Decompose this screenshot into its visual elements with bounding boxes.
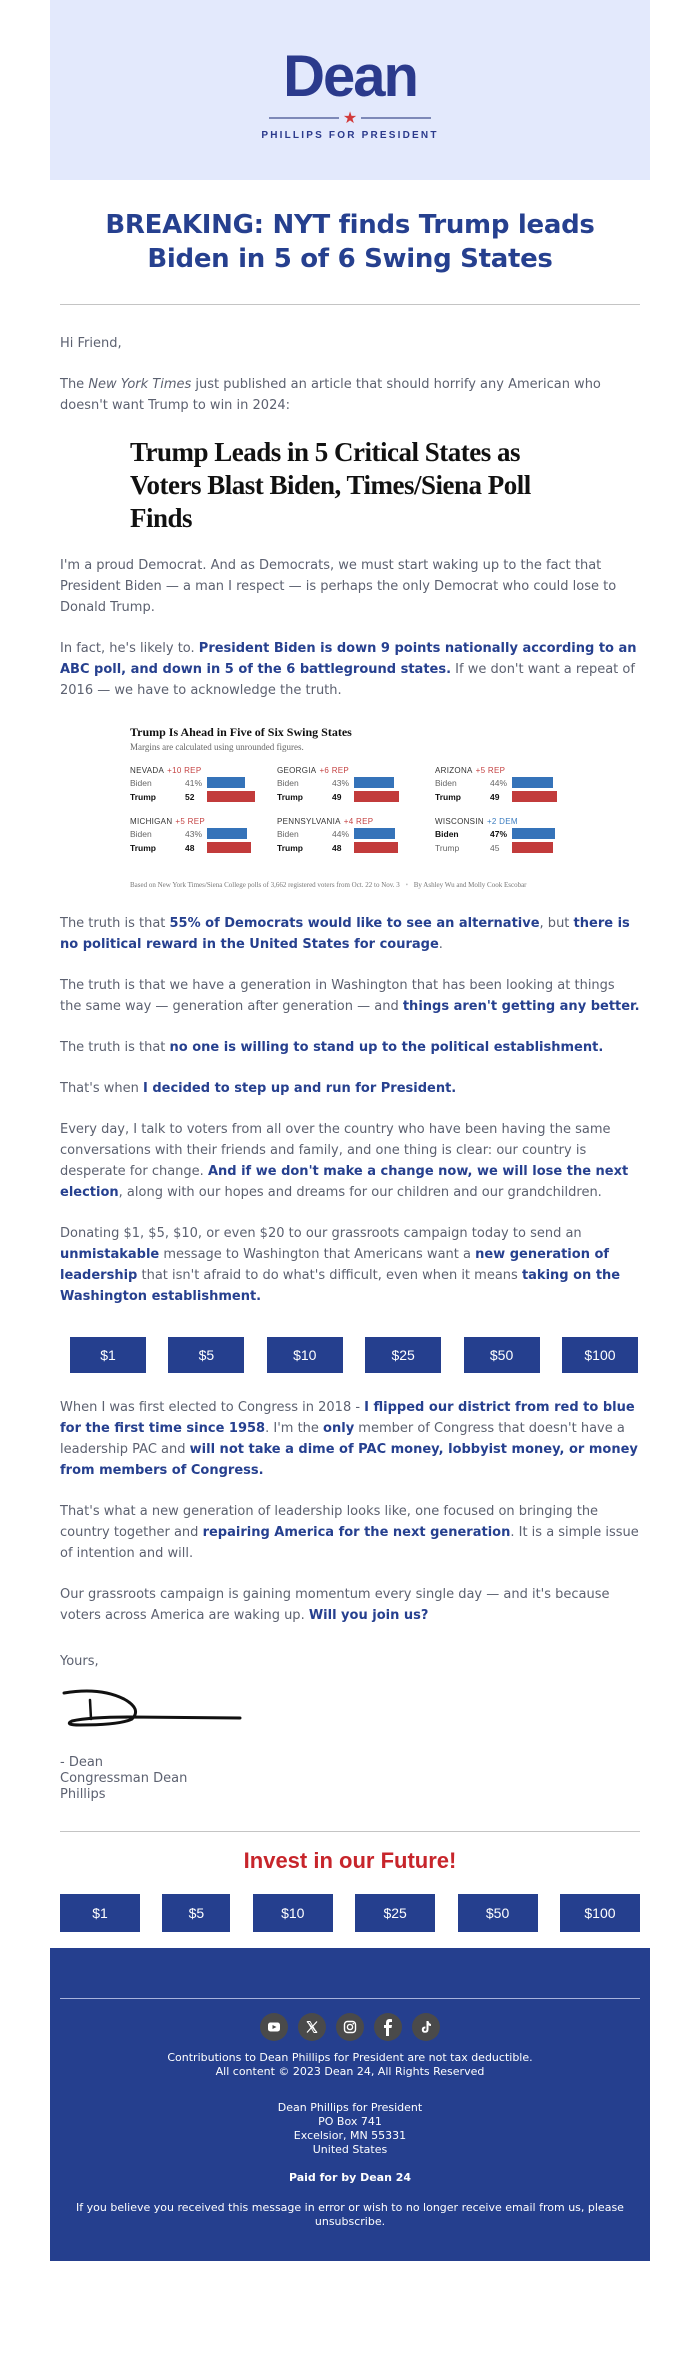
source-text: Based on New York Times/Siena College polls of 3,662 registered voters from Oct. 22 to Nov. 3 bbox=[130, 881, 400, 889]
mailing-address bbox=[60, 2101, 640, 2157]
email-container bbox=[50, 0, 650, 2261]
address-line: Excelsior, MN 55331 bbox=[293, 2129, 407, 2142]
state-label: MICHIGAN bbox=[130, 817, 173, 826]
candidate-name: Trump bbox=[130, 791, 156, 802]
state-grid bbox=[130, 766, 570, 854]
state-name bbox=[435, 817, 575, 826]
biden-row bbox=[435, 776, 575, 789]
text: , but bbox=[539, 916, 574, 931]
paragraph-donate-ask bbox=[60, 1223, 640, 1307]
state-label: GEORGIA bbox=[277, 766, 317, 775]
logo-divider bbox=[269, 107, 431, 127]
logo-line-right bbox=[361, 117, 431, 119]
text: member of Congress that doesn't have a leadership PAC and bbox=[60, 1421, 625, 1457]
email-header bbox=[50, 0, 650, 180]
text: That's what a new generation of leadership looks like, one focused on bringing the country together and bbox=[60, 1504, 599, 1540]
candidate-name: Biden bbox=[130, 777, 152, 788]
state-name bbox=[277, 817, 435, 826]
swing-state-chart bbox=[60, 721, 640, 913]
candidate-value: 48 bbox=[332, 842, 342, 853]
facebook-icon[interactable] bbox=[374, 2013, 402, 2041]
text: That's when bbox=[60, 1081, 143, 1096]
trump-row bbox=[130, 841, 277, 854]
state-label: NEVADA bbox=[130, 766, 165, 775]
candidate-value: 41% bbox=[185, 777, 203, 788]
biden-row bbox=[435, 827, 575, 840]
text: If we don't want a repeat of 2016 — we have to acknowledge the truth. bbox=[60, 662, 635, 698]
byline: By Ashley Wu and Molly Cook Escobar bbox=[413, 881, 527, 889]
emphasis: only bbox=[323, 1421, 355, 1436]
sign-off: Yours, bbox=[60, 1654, 99, 1669]
unsubscribe-link[interactable]: If you believe you received this message in error or wish to no longer receive email from us, please unsubscribe. bbox=[76, 2201, 624, 2228]
email-headline: BREAKING: NYT finds Trump leads Biden in 5 of 6 Swing States bbox=[105, 210, 595, 274]
state-cell-nevada bbox=[130, 766, 277, 803]
donate-25-button[interactable]: $25 bbox=[355, 1894, 435, 1932]
emphasis: new generation of leadership bbox=[60, 1247, 610, 1283]
emphasis: President Biden is down 9 points nationally according to an ABC poll, and down in 5 of the 6 battleground states. bbox=[60, 641, 637, 677]
address-line: United States bbox=[312, 2143, 388, 2156]
youtube-icon[interactable] bbox=[260, 2013, 288, 2041]
paragraph-congress bbox=[60, 1397, 640, 1481]
trump-row bbox=[435, 841, 575, 854]
candidate-name: Biden bbox=[277, 777, 299, 788]
paragraph-decided bbox=[60, 1078, 640, 1099]
donate-10-button[interactable]: $10 bbox=[267, 1337, 343, 1373]
copyright: All content © 2023 Dean 24, All Rights Reserved bbox=[215, 2065, 485, 2078]
chart-title: Trump Is Ahead in Five of Six Swing States bbox=[130, 725, 352, 739]
emphasis: 55% of Democrats would like to see an alternative bbox=[169, 916, 540, 931]
text: . I'm the bbox=[265, 1421, 324, 1436]
biden-row bbox=[130, 776, 277, 789]
address-line: Dean Phillips for President bbox=[277, 2101, 423, 2114]
biden-bar bbox=[207, 777, 245, 788]
text: The truth is that bbox=[60, 1040, 170, 1055]
text: In fact, he's likely to. bbox=[60, 641, 199, 656]
trump-row bbox=[130, 790, 277, 803]
text: , along with our hopes and dreams for our children and our grandchildren. bbox=[118, 1185, 602, 1200]
candidate-name: Trump bbox=[277, 842, 303, 853]
candidate-name: Biden bbox=[435, 828, 459, 839]
paragraph-proud-democrat: I'm a proud Democrat. And as Democrats, we must start waking up to the fact that President Biden — a man I respect — is perhaps the only Democrat who could lose to Donald Trump. bbox=[60, 558, 617, 615]
donate-100-button[interactable]: $100 bbox=[560, 1894, 640, 1932]
candidate-name: Biden bbox=[130, 828, 152, 839]
instagram-icon[interactable] bbox=[336, 2013, 364, 2041]
state-cell-pennsylvania bbox=[277, 817, 435, 854]
text: When I was first elected to Congress in 2018 - bbox=[60, 1400, 365, 1415]
state-margin: +2 DEM bbox=[486, 817, 518, 826]
text: message to Washington that Americans want a bbox=[159, 1247, 476, 1262]
emphasis: taking on the Washington establishment. bbox=[60, 1268, 621, 1304]
tiktok-icon[interactable] bbox=[412, 2013, 440, 2041]
text: Our grassroots campaign is gaining momentum every single day — and it's because voters across America are waking up. bbox=[60, 1587, 610, 1623]
biden-bar bbox=[512, 777, 553, 788]
emphasis: I flipped our district from red to blue for the first time since 1958 bbox=[60, 1400, 635, 1436]
candidate-value: 48 bbox=[185, 842, 195, 853]
donate-25-button[interactable]: $25 bbox=[365, 1337, 441, 1373]
biden-bar bbox=[207, 828, 247, 839]
state-cell-wisconsin bbox=[435, 817, 575, 854]
donate-5-button[interactable]: $5 bbox=[162, 1894, 230, 1932]
state-name bbox=[277, 766, 435, 775]
paragraph-generation bbox=[60, 975, 640, 1017]
candidate-value: 44% bbox=[332, 828, 350, 839]
paragraph-polls bbox=[60, 638, 640, 701]
trump-row bbox=[277, 790, 435, 803]
star-icon: ★ bbox=[342, 107, 358, 127]
tax-disclaimer: Contributions to Dean Phillips for President are not tax deductible. bbox=[167, 2051, 533, 2064]
candidate-value: 47% bbox=[490, 828, 508, 839]
donate-50-button[interactable]: $50 bbox=[458, 1894, 538, 1932]
text: . It is a simple issue of intention and will. bbox=[60, 1525, 639, 1561]
emphasis: And if we don't make a change now, we will lose the next election bbox=[60, 1164, 629, 1200]
text: The truth is that bbox=[60, 916, 170, 931]
state-margin: +5 REP bbox=[475, 766, 506, 775]
trump-bar bbox=[207, 791, 255, 802]
logo-wordmark[interactable]: Dean bbox=[283, 43, 417, 109]
text: . bbox=[438, 937, 443, 952]
paragraph-every-day bbox=[60, 1119, 640, 1203]
donation-buttons-top bbox=[50, 1307, 650, 1397]
emphasis: no one is willing to stand up to the political establishment. bbox=[169, 1040, 604, 1055]
trump-row bbox=[435, 790, 575, 803]
candidate-name: Biden bbox=[277, 828, 299, 839]
emphasis: I decided to step up and run for President. bbox=[142, 1081, 457, 1096]
state-name bbox=[435, 766, 575, 775]
biden-row bbox=[277, 827, 435, 840]
state-margin: +6 REP bbox=[319, 766, 350, 775]
state-name bbox=[130, 817, 277, 826]
donate-10-button[interactable]: $10 bbox=[253, 1894, 333, 1932]
email-body-continued bbox=[50, 1397, 650, 1803]
signature-icon bbox=[60, 1685, 250, 1735]
text: Donating $1, $5, $10, or even $20 to our grassroots campaign today to send an bbox=[60, 1226, 582, 1241]
text: just published an article that should horrify any American who doesn't want Trump to win in 2024: bbox=[60, 377, 601, 413]
candidate-value: 44% bbox=[490, 777, 508, 788]
biden-row bbox=[130, 827, 277, 840]
state-cell-arizona bbox=[435, 766, 575, 803]
paragraph-new-generation bbox=[60, 1501, 640, 1564]
separator-dot: • bbox=[405, 881, 409, 889]
trump-bar bbox=[354, 791, 399, 802]
text: Every day, I talk to voters from all over the country who have been having the same conversations with their friends and family, and one thing is clear: our country is desperate for change. bbox=[60, 1122, 611, 1179]
logo-subtitle: PHILLIPS FOR PRESIDENT bbox=[261, 129, 439, 141]
trump-bar bbox=[512, 842, 553, 853]
donation-buttons-bottom bbox=[50, 1886, 650, 1948]
emphasis: there is no political reward in the United States for courage bbox=[60, 916, 630, 952]
biden-bar bbox=[354, 777, 394, 788]
address-line: PO Box 741 bbox=[318, 2115, 382, 2128]
biden-bar bbox=[512, 828, 555, 839]
state-margin: +5 REP bbox=[175, 817, 205, 826]
candidate-value: 45 bbox=[490, 842, 500, 853]
chart-source bbox=[130, 880, 570, 891]
text: The truth is that we have a generation in Washington that has been looking at things the same way — generation after generation — and bbox=[60, 978, 615, 1014]
candidate-value: 43% bbox=[332, 777, 350, 788]
publication-name: New York Times bbox=[88, 377, 192, 392]
state-label: PENNSYLVANIA bbox=[277, 817, 341, 826]
emphasis: unmistakable bbox=[60, 1247, 160, 1262]
signature-dash-dean: - Dean bbox=[60, 1755, 104, 1770]
state-margin: +10 REP bbox=[167, 766, 202, 775]
biden-row bbox=[277, 776, 435, 789]
donate-5-button[interactable]: $5 bbox=[168, 1337, 244, 1373]
text: The bbox=[60, 377, 89, 392]
candidate-name: Biden bbox=[435, 777, 457, 788]
trump-bar bbox=[512, 791, 557, 802]
state-name bbox=[130, 766, 277, 775]
signature-surname: Phillips bbox=[60, 1787, 106, 1802]
paid-for-by: Paid for by Dean 24 bbox=[288, 2171, 412, 2184]
trump-bar bbox=[207, 842, 251, 853]
paragraph-join-us bbox=[60, 1584, 640, 1626]
intro-paragraph bbox=[60, 374, 640, 416]
signature-image bbox=[60, 1685, 640, 1745]
emphasis: will not take a dime of PAC money, lobbyist money, or money from members of Congress. bbox=[60, 1442, 638, 1478]
social-links bbox=[60, 2013, 640, 2041]
emphasis: things aren't getting any better. bbox=[402, 999, 640, 1014]
state-label: WISCONSIN bbox=[435, 817, 484, 826]
donate-50-button[interactable]: $50 bbox=[464, 1337, 540, 1373]
candidate-name: Trump bbox=[277, 791, 303, 802]
candidate-value: 49 bbox=[490, 791, 500, 802]
chart-subtitle: Margins are calculated using unrounded figures. bbox=[130, 742, 304, 752]
candidate-value: 49 bbox=[332, 791, 342, 802]
candidate-name: Trump bbox=[435, 842, 460, 853]
text: that isn't afraid to do what's difficult, even when it means bbox=[137, 1268, 522, 1283]
donate-1-button[interactable]: $1 bbox=[60, 1894, 140, 1932]
trump-row bbox=[277, 841, 435, 854]
trump-bar bbox=[354, 842, 398, 853]
candidate-value: 43% bbox=[185, 828, 203, 839]
greeting: Hi Friend, bbox=[60, 336, 122, 351]
signature-title: Congressman Dean bbox=[60, 1771, 188, 1786]
candidate-name: Trump bbox=[435, 791, 461, 802]
donate-100-button[interactable]: $100 bbox=[562, 1337, 638, 1373]
paragraph-alternative bbox=[60, 913, 640, 955]
state-label: ARIZONA bbox=[435, 766, 473, 775]
donate-1-button[interactable]: $1 bbox=[70, 1337, 146, 1373]
email-footer bbox=[50, 1948, 650, 2261]
candidate-name: Trump bbox=[130, 842, 156, 853]
state-cell-georgia bbox=[277, 766, 435, 803]
paragraph-establishment bbox=[60, 1037, 640, 1058]
email-body bbox=[50, 305, 650, 1307]
x-icon[interactable] bbox=[298, 2013, 326, 2041]
biden-bar bbox=[354, 828, 395, 839]
logo-line-left bbox=[269, 117, 339, 119]
state-cell-michigan bbox=[130, 817, 277, 854]
candidate-value: 52 bbox=[185, 791, 195, 802]
invest-heading: Invest in our Future! bbox=[243, 1848, 457, 1873]
emphasis: Will you join us? bbox=[308, 1608, 429, 1623]
emphasis: repairing America for the next generation bbox=[202, 1525, 511, 1540]
nyt-article-headline: Trump Leads in 5 Critical States as Voters Blast Biden, Times/Siena Poll Finds bbox=[130, 437, 531, 533]
state-margin: +4 REP bbox=[343, 817, 374, 826]
footer-divider bbox=[60, 1998, 640, 1999]
